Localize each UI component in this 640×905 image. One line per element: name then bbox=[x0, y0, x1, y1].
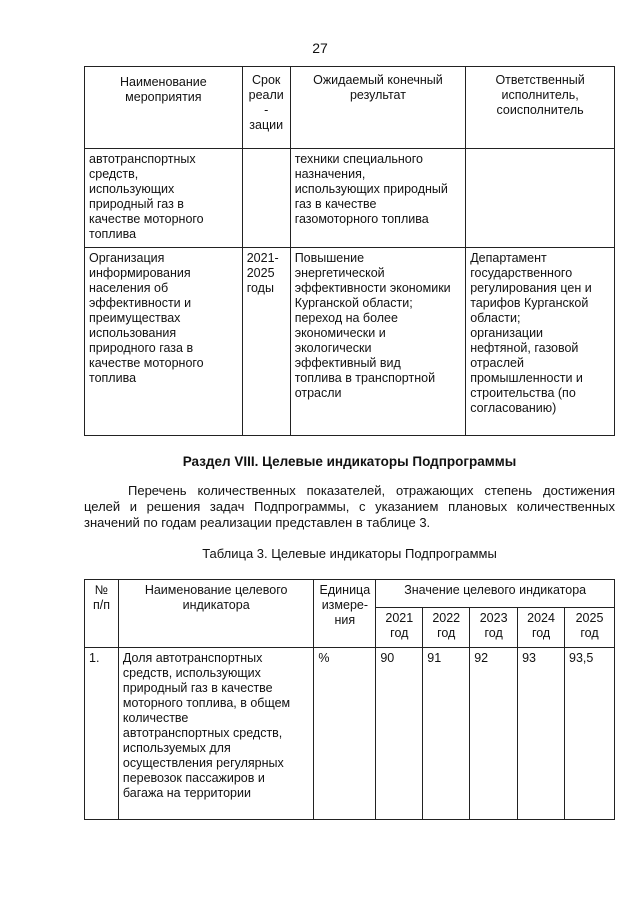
intro-paragraph: Перечень количественных показателей, отражающих степень достижения целей и решения задач Подпрограммы, с указанием плановых количественных значений по годам реализации представлен в таблице 3. bbox=[84, 483, 615, 530]
header-indicator-value: Значение целевого индикатора bbox=[376, 580, 615, 608]
table-row bbox=[85, 149, 615, 248]
header-unit: Единица измере- ния bbox=[314, 580, 376, 648]
cell: автотранспортных средств, использующих природный газ в качестве моторного топлива bbox=[85, 149, 243, 248]
header-year: 2024 год bbox=[518, 608, 565, 648]
header-indicator-name: Наименование целевого индикатора bbox=[118, 580, 313, 648]
table-caption: Таблица 3. Целевые индикаторы Подпрограммы bbox=[202, 546, 497, 561]
row-value: 91 bbox=[423, 648, 470, 820]
row-value: 93 bbox=[518, 648, 565, 820]
header-term: Срок реали - зации bbox=[242, 67, 290, 149]
table-row bbox=[85, 248, 615, 436]
cell: 2021- 2025 годы bbox=[242, 248, 290, 436]
cell bbox=[242, 149, 290, 248]
row-number: 1. bbox=[85, 648, 119, 820]
cell: Департамент государственного регулирования цен и тарифов Курганской области; организации нефтяной, газовой отраслей промышленности и строительства (по согласованию) bbox=[466, 248, 615, 436]
header-activity: Наименование мероприятия bbox=[85, 67, 243, 149]
header-year: 2021 год bbox=[376, 608, 423, 648]
row-value: 93,5 bbox=[565, 648, 615, 820]
cell bbox=[466, 149, 615, 248]
header-year: 2025 год bbox=[565, 608, 615, 648]
header-responsible: Ответственный исполнитель, соисполнитель bbox=[466, 67, 615, 149]
page-number: 27 bbox=[312, 40, 328, 56]
section-heading: Раздел VIII. Целевые индикаторы Подпрограммы bbox=[182, 454, 517, 469]
row-value: 90 bbox=[376, 648, 423, 820]
cell: Организация информирования населения об эффективности и преимуществах использования природного газа в качестве моторного топлива bbox=[85, 248, 243, 436]
header-year: 2023 год bbox=[470, 608, 518, 648]
header-result: Ожидаемый конечный результат bbox=[290, 67, 466, 149]
cell: техники специального назначения, использующих природный газ в качестве газомоторного топлива bbox=[290, 149, 466, 248]
row-value: 92 bbox=[470, 648, 518, 820]
row-unit: % bbox=[314, 648, 376, 820]
table-row bbox=[85, 648, 615, 820]
header-number: № п/п bbox=[85, 580, 119, 648]
row-indicator-name: Доля автотранспортных средств, использующих природный газ в качестве моторного топлива, в общем количестве автотранспортных средств, используемых для осуществления регулярных перевозок пассажиров и багажа на территории bbox=[118, 648, 313, 820]
header-year: 2022 год bbox=[423, 608, 470, 648]
cell: Повышение энергетической эффективности экономики Курганской области; переход на более экономически и экологически эффективный вид топлива в транспортной отрасли bbox=[290, 248, 466, 436]
indicators-table bbox=[84, 579, 615, 820]
activities-table bbox=[84, 66, 615, 436]
